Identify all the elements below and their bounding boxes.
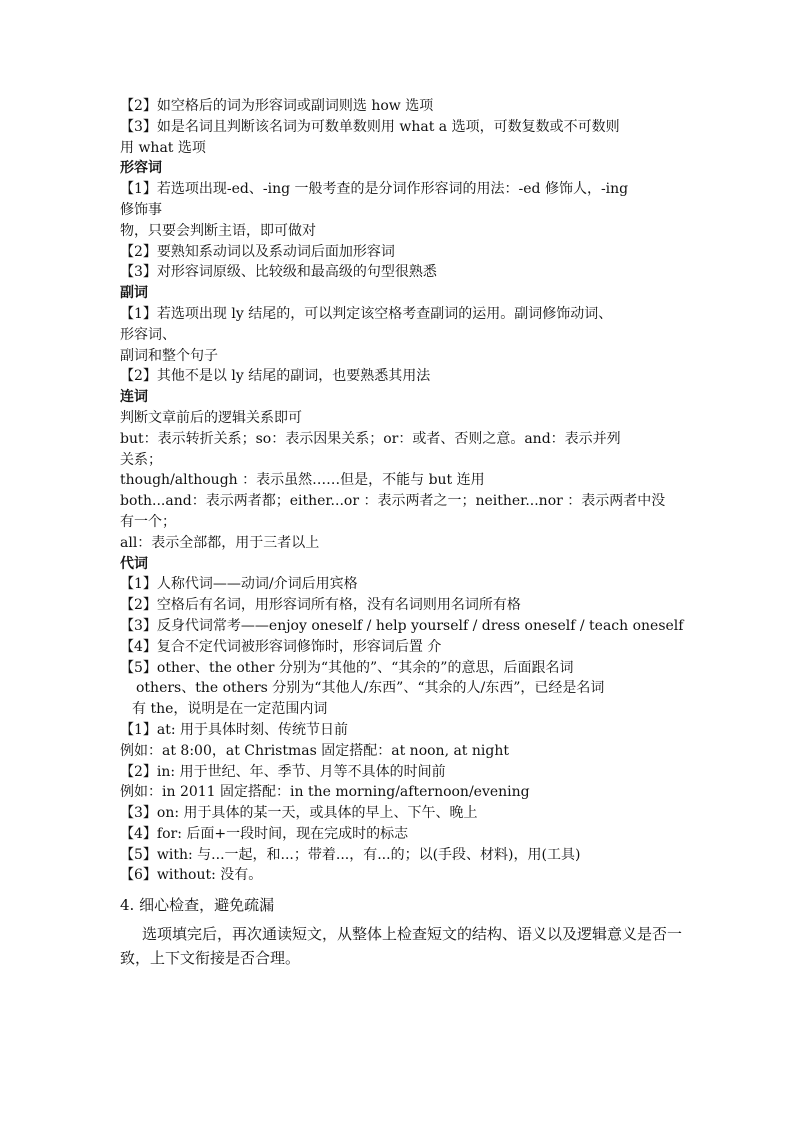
text-line: though/although ：表示虽然……但是，不能与 but 连用 (120, 472, 485, 489)
text-line: 【5】other、the other 分别为“其他的”、“其余的”的意思，后面跟名词 (120, 659, 574, 676)
text-line: others、the others 分别为“其他人/东西”、“其余的人/东西”，已经是名词 (136, 680, 605, 697)
text-line: but：表示转折关系；so：表示因果关系；or：或者、否则之意。and：表示并列 (120, 430, 621, 447)
text-line: 【2】in: 用于世纪、年、季节、月等不具体的时间前 (120, 763, 446, 780)
spacer (120, 886, 690, 888)
section-heading: 代词 (120, 555, 148, 572)
text-line: 【3】反身代词常考——enjoy oneself / help yourself / dress oneself / teach oneself (120, 617, 684, 634)
text-line: 【5】with: 与...一起，和...；带着...，有...的；以(手段、材料)，用(工具) (120, 846, 581, 863)
text-line: 有一个； (120, 513, 176, 530)
text-line: 【1】若选项出现-ed、-ing 一般考查的是分词作形容词的用法：-ed 修饰人，-ing (120, 181, 629, 198)
section-4-paragraph: 选项填完后，再次通读短文，从整体上检查短文的结构、语义以及逻辑意义是否一致，上下文衔接是否合理。 (120, 925, 683, 968)
text-line: 【3】on: 用于具体的某一天，或具体的早上、下午、晚上 (120, 805, 478, 822)
text-line: 【3】如是名词且判断该名词为可数单数则用 what a 选项，可数复数或不可数则 (120, 118, 620, 135)
text-line: 判断文章前后的逻辑关系即可 (120, 409, 302, 426)
text-line: 有 the，说明是在一定范围内词 (132, 701, 328, 718)
text-line: 修饰事 (120, 201, 162, 218)
text-line: 【3】对形容词原级、比较级和最高级的句型很熟悉 (120, 264, 437, 281)
section-heading: 副词 (120, 285, 148, 302)
section-4-heading: 4. 细心检查，避免疏漏 (120, 896, 275, 915)
text-line: 例如：at 8:00，at Christmas 固定搭配：at noon, at night (120, 742, 509, 759)
text-line: 【4】复合不定代词被形容词修饰时，形容词后置 介 (120, 638, 442, 655)
text-line: 用 what 选项 (120, 139, 206, 156)
document-body (120, 96, 690, 970)
text-line: 【4】for: 后面+一段时间，现在完成时的标志 (120, 825, 409, 842)
text-line: 【6】without: 没有。 (120, 867, 263, 884)
text-line: both...and：表示两者都；either...or ：表示两者之一；neither...nor ：表示两者中没 (120, 493, 666, 510)
text-line: 【1】若选项出现 ly 结尾的，可以判定该空格考查副词的运用。副词修饰动词、 (120, 305, 613, 322)
text-line: 形容词、 (120, 326, 176, 343)
text-line: 物，只要会判断主语，即可做对 (120, 222, 316, 239)
text-line: 【2】空格后有名词，用形容词所有格，没有名词则用名词所有格 (120, 597, 521, 614)
text-line: 副词和整个句子 (120, 347, 218, 364)
text-line: 【1】人称代词——动词/介词后用宾格 (120, 576, 358, 593)
text-line: 【1】at: 用于具体时刻、传统节日前 (120, 721, 349, 738)
text-line: 【2】如空格后的词为形容词或副词则选 how 选项 (120, 98, 434, 114)
text-line: 关系； (120, 451, 162, 468)
text-line: 【2】其他不是以 ly 结尾的副词，也要熟悉其用法 (120, 368, 431, 385)
section-heading: 连词 (120, 389, 148, 406)
text-line: all：表示全部都，用于三者以上 (120, 534, 320, 551)
text-line: 【2】要熟知系动词以及系动词后面加形容词 (120, 243, 395, 260)
section-heading: 形容词 (120, 160, 162, 177)
text-line: 例如：in 2011 固定搭配：in the morning/afternoon/evening (120, 784, 530, 801)
